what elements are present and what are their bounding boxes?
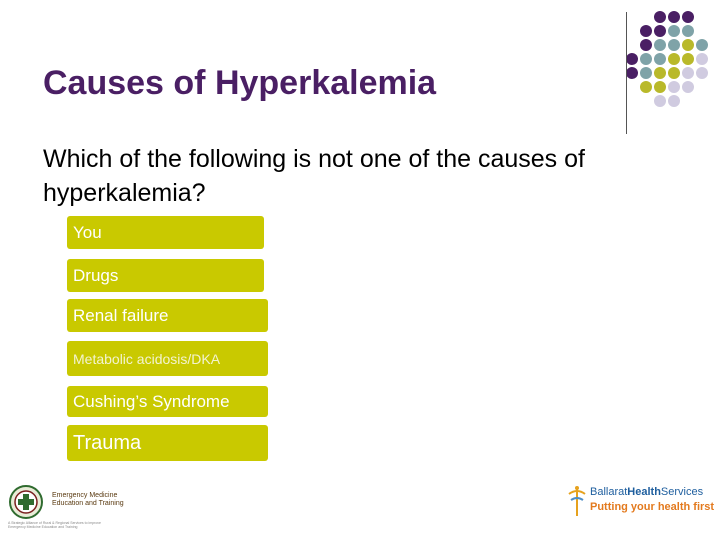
decorative-dot — [668, 95, 680, 107]
decorative-dot — [640, 67, 652, 79]
emet-name — [52, 492, 124, 508]
decorative-dot — [626, 67, 638, 79]
decorative-dot — [668, 39, 680, 51]
emet-logo — [6, 484, 48, 524]
decorative-dot — [682, 81, 694, 93]
bhs-name-a: Ballarat — [590, 486, 628, 498]
bhs-tagline: Putting your health first — [590, 501, 715, 513]
answer-option-cushings-syndrome[interactable]: Cushing’s Syndrome — [67, 386, 268, 417]
decorative-dot — [640, 53, 652, 65]
emet-line-2: Education and Training — [52, 500, 124, 507]
decorative-dot — [654, 25, 666, 37]
answer-option-you[interactable]: You — [67, 216, 264, 249]
bhs-logo-icon — [566, 484, 588, 518]
decorative-dot — [668, 67, 680, 79]
decorative-dot — [654, 53, 666, 65]
decorative-dot — [682, 67, 694, 79]
decorative-dot — [668, 81, 680, 93]
answer-option-metabolic-acidosis[interactable]: Metabolic acidosis/DKA — [67, 341, 268, 376]
bhs-name-b: Health — [627, 486, 661, 498]
decorative-dot — [696, 39, 708, 51]
decorative-dot — [640, 81, 652, 93]
decorative-dot — [654, 81, 666, 93]
decorative-dot — [668, 53, 680, 65]
answer-option-renal-failure[interactable]: Renal failure — [67, 299, 268, 332]
decorative-dot — [682, 53, 694, 65]
decorative-dot — [640, 39, 652, 51]
decorative-dot — [668, 11, 680, 23]
question-text: Which of the following is not one of the causes of hyperkalemia? — [43, 145, 585, 207]
decorative-dot — [682, 11, 694, 23]
emet-tagline: A Strategic Alliance of Rural & Regional Services to improve Emergency Medicine Education and Training — [8, 521, 101, 529]
decorative-dot — [696, 53, 708, 65]
decorative-dot — [682, 25, 694, 37]
slide-title: Causes of Hyperkalemia — [43, 64, 437, 102]
answer-option-trauma[interactable]: Trauma — [67, 425, 268, 461]
decorative-dot — [640, 25, 652, 37]
divider-line — [626, 12, 627, 134]
decorative-dot — [654, 39, 666, 51]
decorative-dot — [654, 95, 666, 107]
decorative-dot — [682, 39, 694, 51]
decorative-dot — [654, 67, 666, 79]
decorative-dot — [654, 11, 666, 23]
decorative-dot — [668, 25, 680, 37]
answer-option-drugs[interactable]: Drugs — [67, 259, 264, 292]
bhs-name-c: Services — [660, 486, 704, 498]
decorative-dot — [626, 53, 638, 65]
decorative-dot — [696, 67, 708, 79]
bhs-name — [590, 486, 703, 498]
emet-line-1: Emergency Medicine — [52, 492, 118, 499]
